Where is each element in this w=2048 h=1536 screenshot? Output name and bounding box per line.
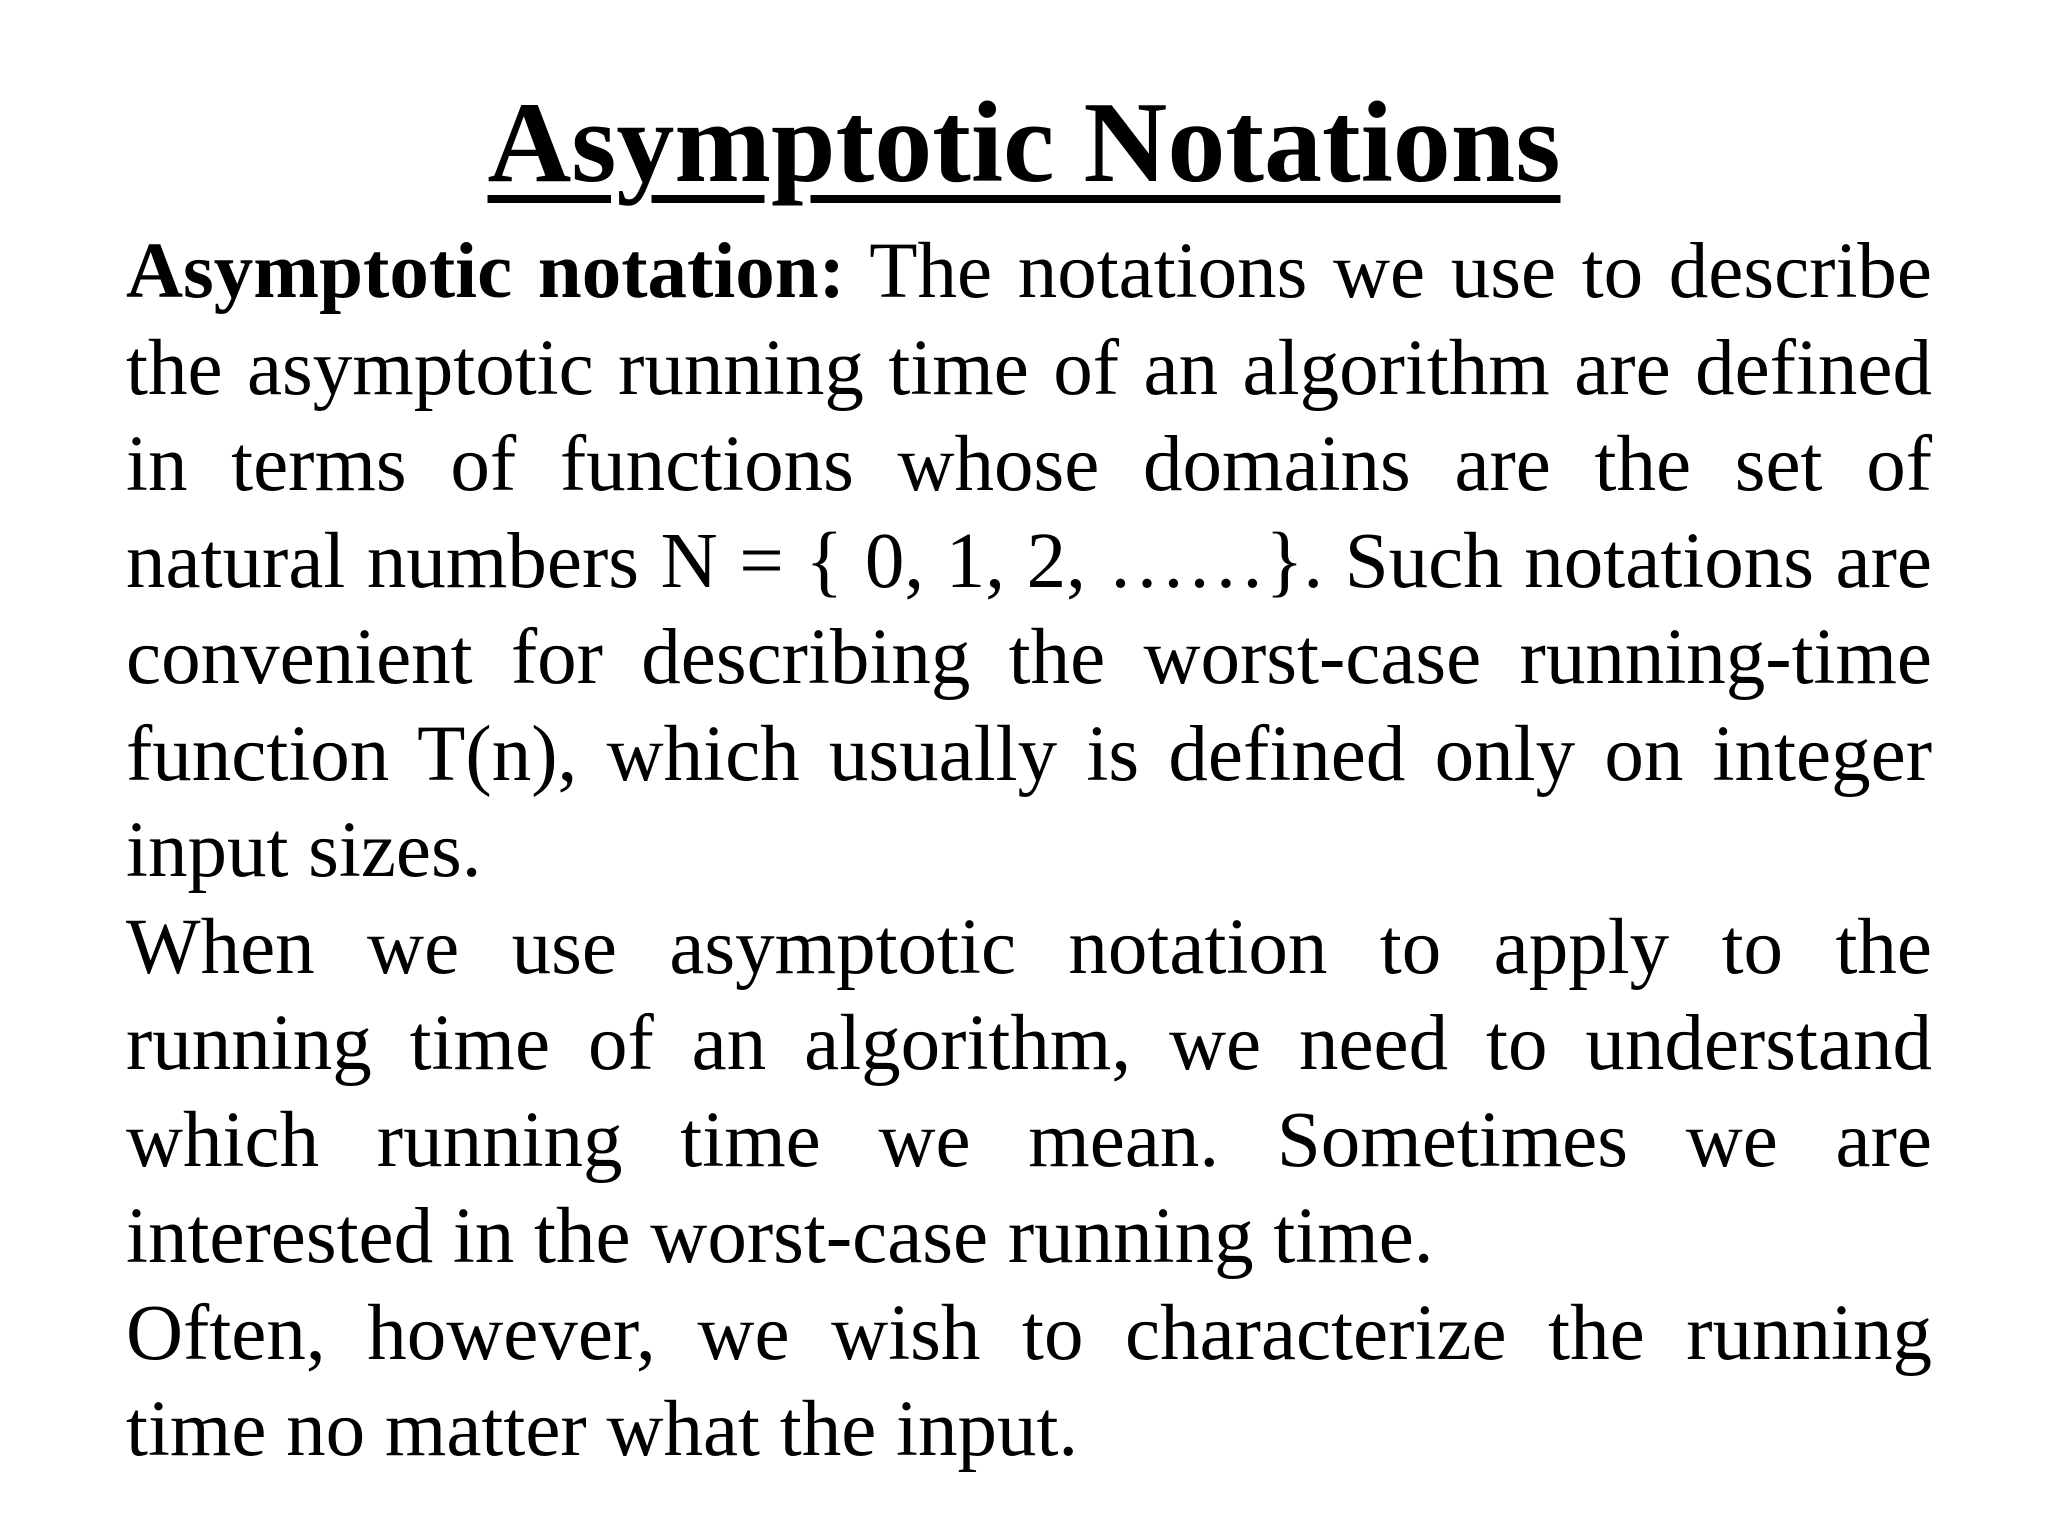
- paragraph-definition: [126, 224, 1932, 900]
- definition-term: Asymptotic notation:: [126, 228, 846, 315]
- slide-title: Asymptotic Notations: [487, 79, 1561, 207]
- definition-text: The notations we use to describe the asymptotic running time of an algorithm are defined in terms of functions whose domains are the set of natural numbers N = { 0, 1, 2, ……}. Such notations are convenient for describing the worst-case running-time function T(n), which usually is defined only on integer input sizes.: [126, 228, 1932, 894]
- paragraph-running-time: When we use asymptotic notation to apply to the running time of an algorithm, we need to understand which running time we mean. Sometimes we are interested in the worst-case running time.: [126, 903, 1932, 1280]
- paragraph-characterize: Often, however, we wish to characterize the running time no matter what the input.: [126, 1289, 1932, 1473]
- slide-body: [126, 224, 1932, 1479]
